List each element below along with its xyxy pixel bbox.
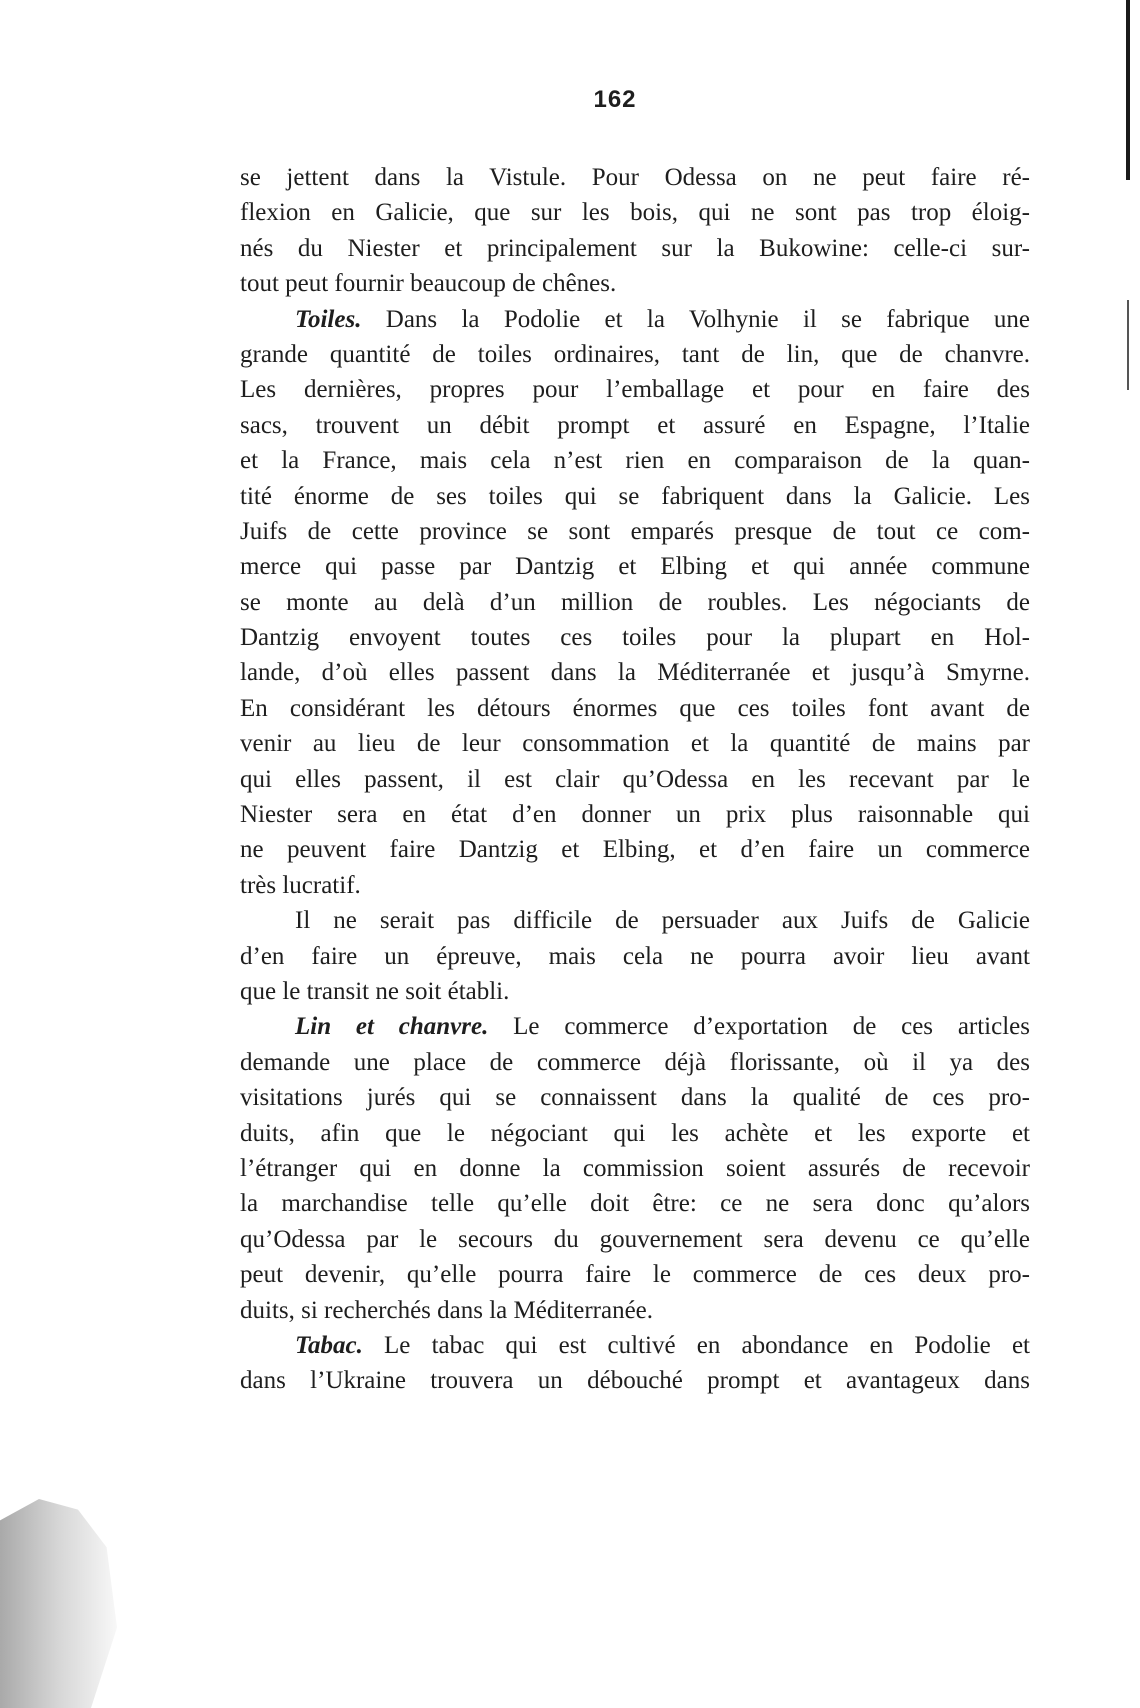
text-line: Les dernières, propres pour l’emballage et pour en faire des bbox=[240, 376, 1030, 404]
text-line: Niester sera en état d’en donner un prix plus raisonnable qui bbox=[240, 801, 1030, 829]
text-line bbox=[240, 1009, 1030, 1044]
section-heading-text: Dans la Podolie et la Volhynie il se fabrique une bbox=[385, 305, 1031, 333]
text-line: l’étranger qui en donne la commission soient assurés de recevoir bbox=[240, 1154, 1030, 1182]
text-line: ne peuvent faire Dantzig et Elbing, et d’en faire un commerce bbox=[240, 836, 1030, 864]
text-line: et la France, mais cela n’est rien en comparaison de la quan- bbox=[240, 447, 1030, 475]
text-line: grande quantité de toiles ordinaires, tant de lin, que de chanvre. bbox=[240, 340, 1030, 368]
text-line: demande une place de commerce déjà florissante, où il ya des bbox=[240, 1048, 1030, 1076]
text-line: se monte au delà d’un million de roubles. Les négociants de bbox=[240, 588, 1030, 616]
text-line: Juifs de cette province se sont emparés presque de tout ce com- bbox=[240, 517, 1030, 545]
text-line: qui elles passent, il est clair qu’Odessa en les recevant par le bbox=[240, 765, 1030, 793]
text-line: duits, si recherchés dans la Méditerranée. bbox=[240, 1296, 654, 1324]
section-heading: Toiles. bbox=[295, 305, 362, 333]
text-line: Il ne serait pas difficile de persuader aux Juifs de Galicie bbox=[295, 907, 1030, 935]
section-heading: Tabac. bbox=[295, 1331, 363, 1359]
text-line: peut devenir, qu’elle pourra faire le commerce de ces deux pro- bbox=[240, 1261, 1030, 1289]
text-line: sacs, trouvent un débit prompt et assuré en Espagne, l’Italie bbox=[240, 411, 1030, 439]
text-line: nés du Niester et principalement sur la Bukowine: celle-ci sur- bbox=[240, 234, 1030, 262]
text-line: tout peut fournir beaucoup de chênes. bbox=[240, 270, 617, 298]
text-line: visitations jurés qui se connaissent dans la qualité de ces pro- bbox=[240, 1084, 1030, 1112]
text-line: venir au lieu de leur consommation et la quantité de mains par bbox=[240, 730, 1030, 758]
text-line: lande, d’où elles passent dans la Méditerranée et jusqu’à Smyrne. bbox=[240, 659, 1030, 687]
text-line: duits, afin que le négociant qui les achète et les exporte et bbox=[240, 1119, 1030, 1147]
text-line: très lucratif. bbox=[240, 871, 361, 899]
body-text bbox=[240, 160, 1030, 1399]
text-line: Dantzig envoyent toutes ces toiles pour la plupart en Hol- bbox=[240, 624, 1030, 652]
section-heading: Lin et chanvre. bbox=[295, 1013, 489, 1041]
text-line: dans l’Ukraine trouvera un débouché prompt et avantageux dans bbox=[240, 1367, 1030, 1395]
text-line: merce qui passe par Dantzig et Elbing et qui année commune bbox=[240, 553, 1030, 581]
text-line: d’en faire un épreuve, mais cela ne pourra avoir lieu avant bbox=[240, 942, 1030, 970]
text-line: se jettent dans la Vistule. Pour Odessa on ne peut faire ré- bbox=[240, 164, 1030, 191]
section-heading-text: Le tabac qui est cultivé en abondance en Podolie et bbox=[384, 1331, 1031, 1359]
text-line: tité énorme de ses toiles qui se fabriquent dans la Galicie. Les bbox=[240, 482, 1030, 510]
section-heading-text: Le commerce d’exportation de ces articles bbox=[513, 1013, 1030, 1041]
text-line: qu’Odessa par le secours du gouvernement sera devenu ce qu’elle bbox=[240, 1225, 1030, 1253]
text-line: que le transit ne soit établi. bbox=[240, 977, 510, 1005]
page-number: 162 bbox=[593, 86, 637, 113]
text-line: En considérant les détours énormes que ces toiles font avant de bbox=[240, 694, 1030, 722]
text-line bbox=[240, 1328, 1030, 1363]
scan-shadow bbox=[0, 1440, 130, 1708]
text-line bbox=[240, 302, 1030, 337]
text-line: flexion en Galicie, que sur les bois, qui ne sont pas trop éloig- bbox=[240, 199, 1030, 227]
scan-edge-line-lower bbox=[1127, 300, 1129, 390]
text-line: la marchandise telle qu’elle doit être: ce ne sera donc qu’alors bbox=[240, 1190, 1030, 1218]
